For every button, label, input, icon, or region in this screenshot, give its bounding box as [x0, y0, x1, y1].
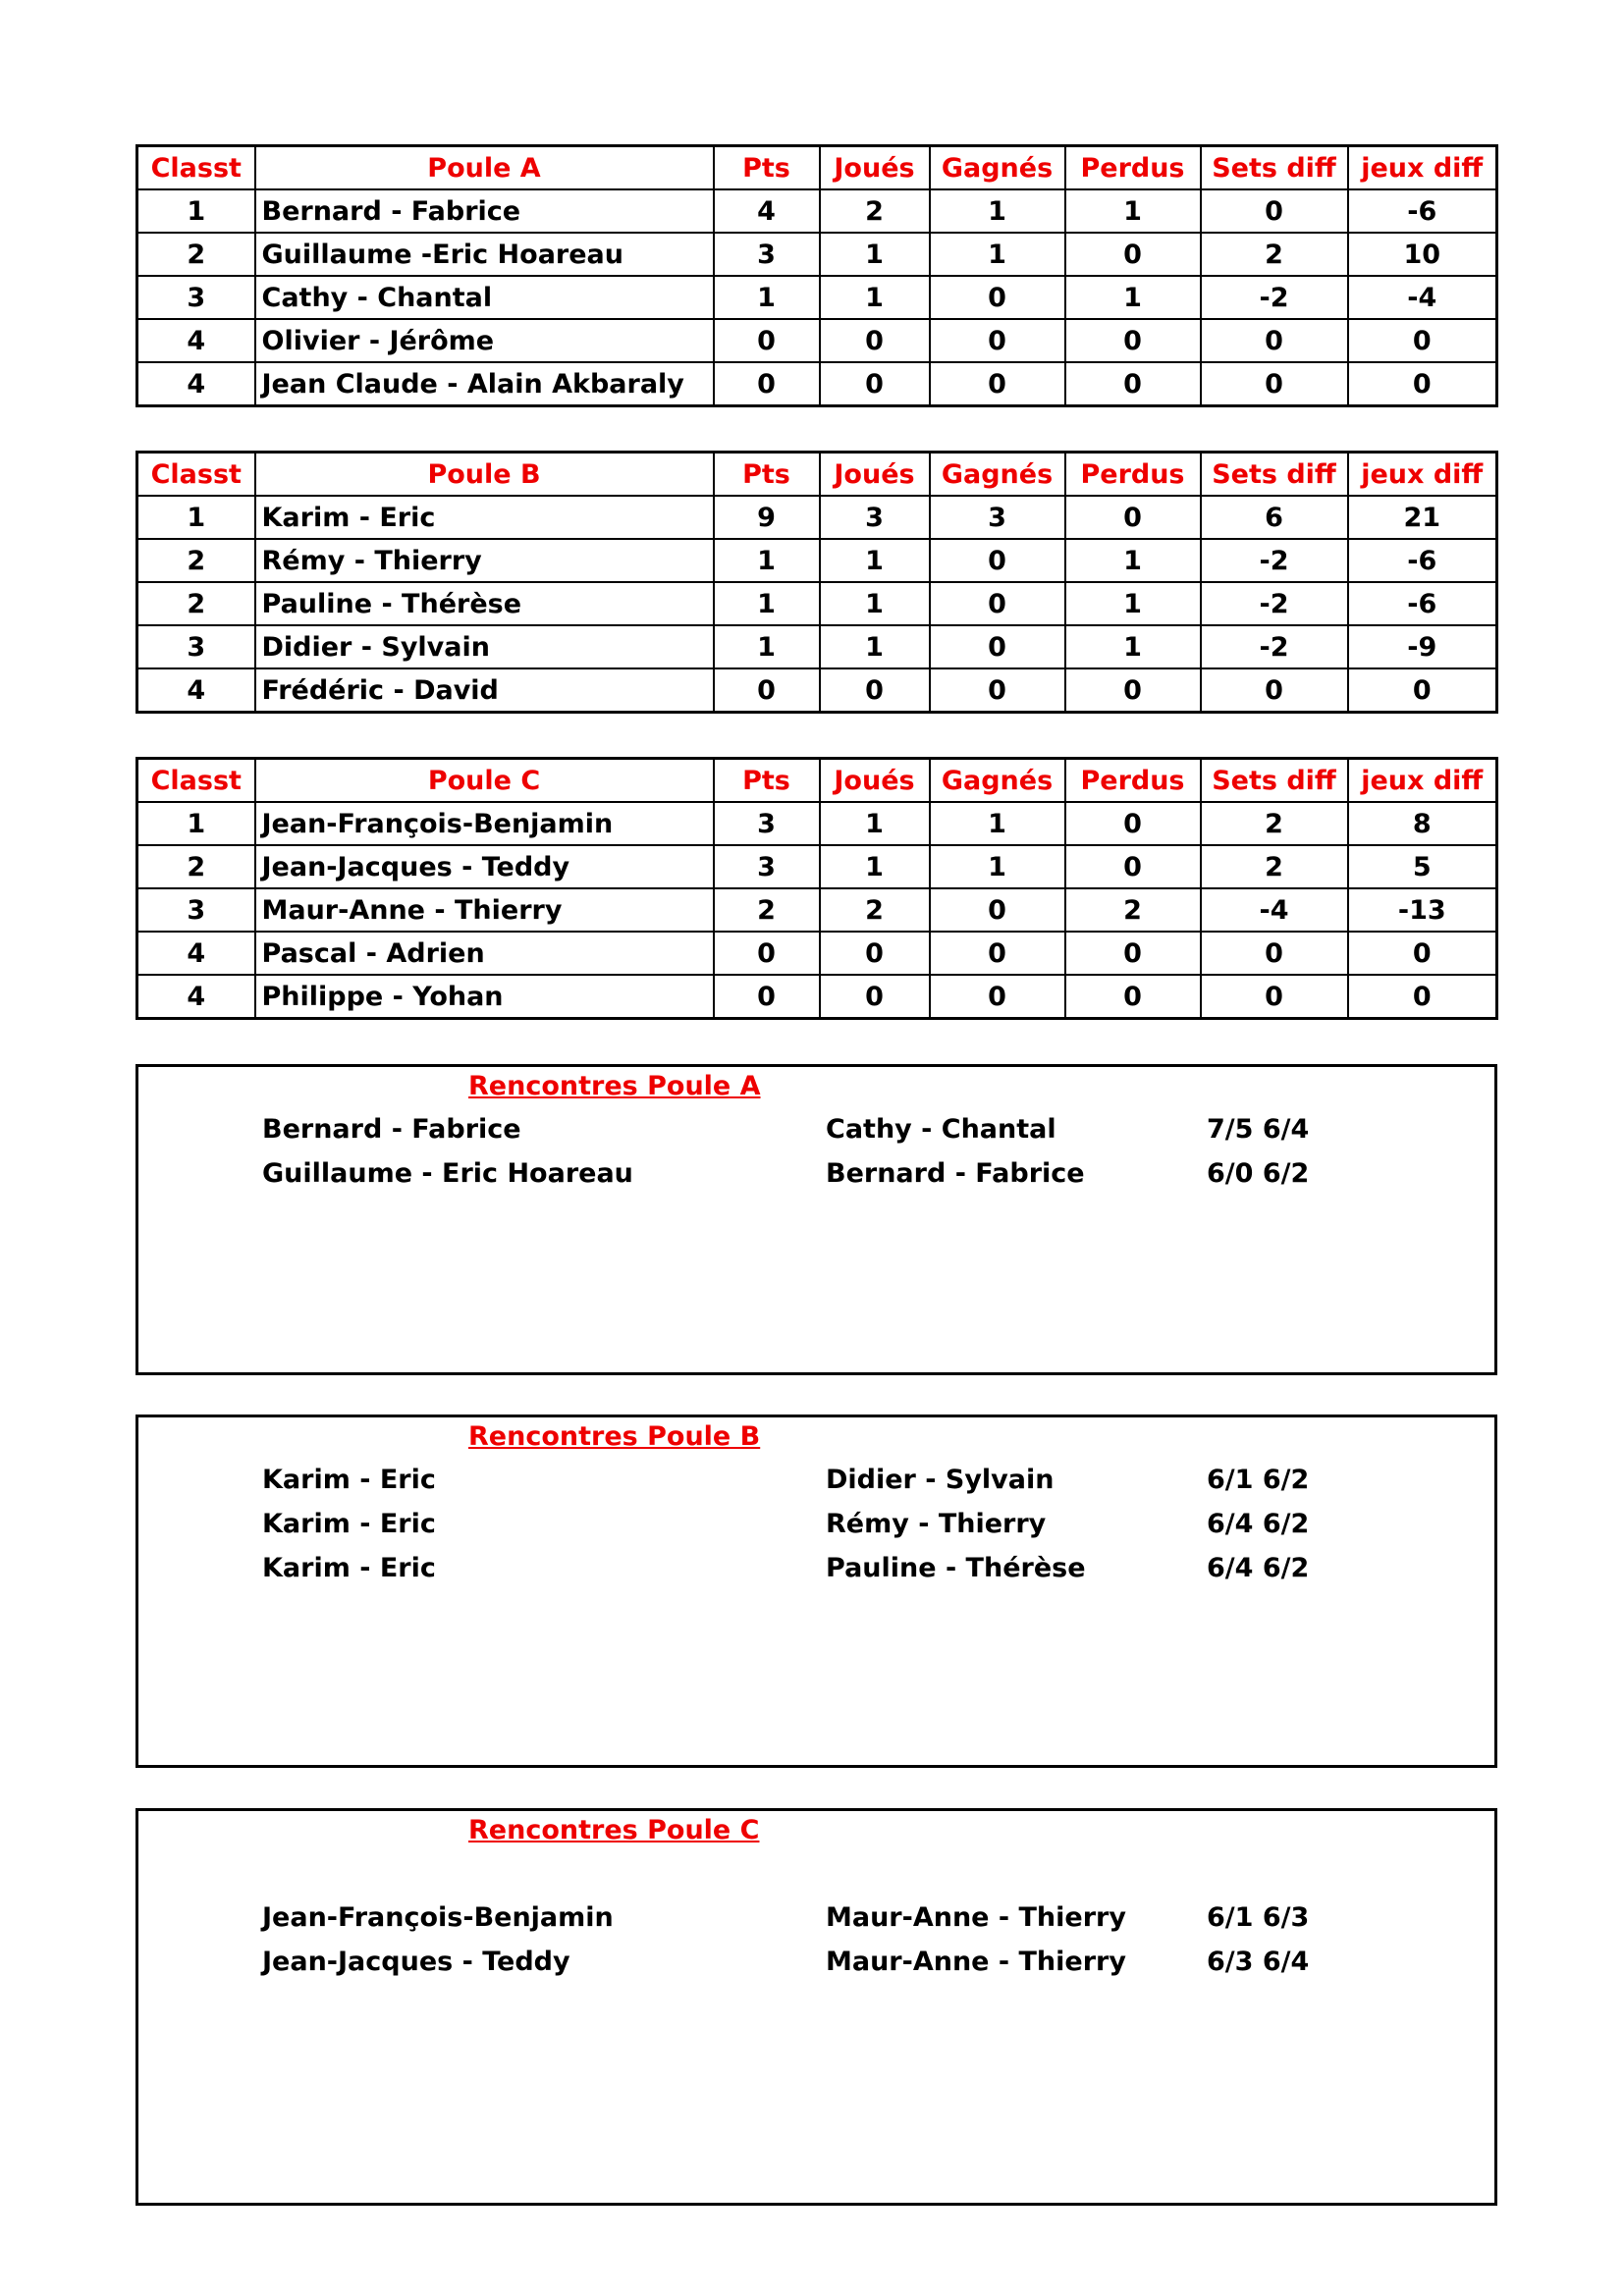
lost-cell: 0	[1065, 845, 1201, 888]
team-name-cell: Maur-Anne - Thierry	[255, 888, 714, 932]
games-diff-cell: -9	[1348, 625, 1497, 668]
header-perdus: Perdus	[1065, 759, 1201, 803]
table-row	[137, 582, 1497, 625]
match-row	[138, 1509, 1494, 1552]
played-cell: 1	[820, 233, 930, 276]
games-diff-cell: 8	[1348, 802, 1497, 845]
header-joues: Joués	[820, 759, 930, 803]
header-gagnes: Gagnés	[930, 453, 1065, 497]
points-cell: 3	[714, 845, 820, 888]
won-cell: 1	[930, 802, 1065, 845]
table-header-row	[137, 453, 1497, 497]
standings-table-poule-b	[135, 451, 1498, 714]
match-row	[138, 1947, 1494, 1990]
rank-cell: 4	[137, 319, 255, 362]
table-row	[137, 668, 1497, 713]
rencontres-title: Rencontres Poule B	[468, 1421, 761, 1452]
match-row	[138, 1902, 1494, 1946]
points-cell: 0	[714, 319, 820, 362]
won-cell: 0	[930, 975, 1065, 1019]
points-cell: 1	[714, 625, 820, 668]
played-cell: 2	[820, 888, 930, 932]
table-header-row	[137, 759, 1497, 803]
header-sets-diff: Sets diff	[1201, 146, 1348, 190]
points-cell: 2	[714, 888, 820, 932]
won-cell: 3	[930, 496, 1065, 539]
header-gagnes: Gagnés	[930, 759, 1065, 803]
lost-cell: 0	[1065, 932, 1201, 975]
team-1: Jean-Jacques - Teddy	[262, 1947, 570, 1977]
team-name-cell: Jean-François-Benjamin	[255, 802, 714, 845]
points-cell: 1	[714, 539, 820, 582]
header-jeux-diff: jeux diff	[1348, 453, 1497, 497]
table-row	[137, 975, 1497, 1019]
games-diff-cell: -4	[1348, 276, 1497, 319]
sets-diff-cell: 2	[1201, 233, 1348, 276]
table-row	[137, 189, 1497, 233]
match-score: 6/1 6/2	[1207, 1465, 1310, 1495]
rencontres-title: Rencontres Poule C	[468, 1815, 760, 1845]
header-classt: Classt	[137, 146, 255, 190]
played-cell: 0	[820, 319, 930, 362]
team-1: Jean-François-Benjamin	[262, 1902, 614, 1933]
played-cell: 3	[820, 496, 930, 539]
lost-cell: 1	[1065, 582, 1201, 625]
header-poule-title: Poule A	[255, 146, 714, 190]
sets-diff-cell: 2	[1201, 802, 1348, 845]
rencontres-box-poule-b	[135, 1415, 1497, 1768]
match-row	[138, 1114, 1494, 1157]
team-2: Bernard - Fabrice	[826, 1158, 1085, 1189]
lost-cell: 0	[1065, 496, 1201, 539]
rank-cell: 4	[137, 362, 255, 406]
team-name-cell: Didier - Sylvain	[255, 625, 714, 668]
won-cell: 0	[930, 582, 1065, 625]
rencontres-box-poule-c	[135, 1808, 1497, 2206]
standings-table-poule-a	[135, 144, 1498, 407]
played-cell: 2	[820, 189, 930, 233]
sets-diff-cell: -4	[1201, 888, 1348, 932]
team-2: Pauline - Thérèse	[826, 1553, 1086, 1583]
rank-cell: 4	[137, 975, 255, 1019]
sets-diff-cell: 0	[1201, 362, 1348, 406]
team-2: Maur-Anne - Thierry	[826, 1947, 1126, 1977]
team-name-cell: Pascal - Adrien	[255, 932, 714, 975]
header-gagnes: Gagnés	[930, 146, 1065, 190]
won-cell: 0	[930, 319, 1065, 362]
match-score: 6/0 6/2	[1207, 1158, 1310, 1189]
games-diff-cell: 0	[1348, 668, 1497, 713]
header-pts: Pts	[714, 146, 820, 190]
sets-diff-cell: 0	[1201, 189, 1348, 233]
table-header-row	[137, 146, 1497, 190]
played-cell: 1	[820, 276, 930, 319]
match-row	[138, 1158, 1494, 1201]
team-1: Karim - Eric	[262, 1465, 436, 1495]
team-name-cell: Cathy - Chantal	[255, 276, 714, 319]
team-name-cell: Pauline - Thérèse	[255, 582, 714, 625]
points-cell: 1	[714, 582, 820, 625]
table-row	[137, 276, 1497, 319]
lost-cell: 1	[1065, 625, 1201, 668]
played-cell: 0	[820, 362, 930, 406]
played-cell: 1	[820, 802, 930, 845]
sets-diff-cell: -2	[1201, 276, 1348, 319]
rank-cell: 2	[137, 233, 255, 276]
rank-cell: 3	[137, 625, 255, 668]
team-name-cell: Olivier - Jérôme	[255, 319, 714, 362]
rank-cell: 1	[137, 189, 255, 233]
points-cell: 0	[714, 975, 820, 1019]
match-score: 6/1 6/3	[1207, 1902, 1310, 1933]
rank-cell: 2	[137, 582, 255, 625]
team-1: Karim - Eric	[262, 1553, 436, 1583]
lost-cell: 1	[1065, 189, 1201, 233]
sets-diff-cell: -2	[1201, 539, 1348, 582]
games-diff-cell: -6	[1348, 582, 1497, 625]
sets-diff-cell: 0	[1201, 319, 1348, 362]
header-sets-diff: Sets diff	[1201, 759, 1348, 803]
won-cell: 1	[930, 845, 1065, 888]
played-cell: 1	[820, 845, 930, 888]
games-diff-cell: 21	[1348, 496, 1497, 539]
rank-cell: 3	[137, 888, 255, 932]
rank-cell: 3	[137, 276, 255, 319]
team-1: Guillaume - Eric Hoareau	[262, 1158, 633, 1189]
games-diff-cell: -6	[1348, 189, 1497, 233]
played-cell: 0	[820, 668, 930, 713]
lost-cell: 0	[1065, 668, 1201, 713]
team-name-cell: Bernard - Fabrice	[255, 189, 714, 233]
header-joues: Joués	[820, 453, 930, 497]
table-row	[137, 932, 1497, 975]
won-cell: 0	[930, 668, 1065, 713]
games-diff-cell: -13	[1348, 888, 1497, 932]
games-diff-cell: 0	[1348, 932, 1497, 975]
match-score: 6/4 6/2	[1207, 1553, 1310, 1583]
rencontres-title: Rencontres Poule A	[468, 1071, 761, 1101]
rank-cell: 2	[137, 845, 255, 888]
table-row	[137, 319, 1497, 362]
rank-cell: 1	[137, 802, 255, 845]
lost-cell: 0	[1065, 802, 1201, 845]
header-classt: Classt	[137, 453, 255, 497]
team-2: Rémy - Thierry	[826, 1509, 1047, 1539]
rank-cell: 1	[137, 496, 255, 539]
team-2: Didier - Sylvain	[826, 1465, 1055, 1495]
played-cell: 1	[820, 625, 930, 668]
team-name-cell: Jean Claude - Alain Akbaraly	[255, 362, 714, 406]
standings-table-poule-c	[135, 757, 1498, 1020]
sets-diff-cell: -2	[1201, 582, 1348, 625]
played-cell: 0	[820, 975, 930, 1019]
table-row	[137, 802, 1497, 845]
header-poule-title: Poule C	[255, 759, 714, 803]
lost-cell: 0	[1065, 975, 1201, 1019]
games-diff-cell: 10	[1348, 233, 1497, 276]
table-row	[137, 625, 1497, 668]
table-row	[137, 845, 1497, 888]
team-name-cell: Jean-Jacques - Teddy	[255, 845, 714, 888]
won-cell: 0	[930, 625, 1065, 668]
table-row	[137, 888, 1497, 932]
points-cell: 0	[714, 362, 820, 406]
team-1: Bernard - Fabrice	[262, 1114, 521, 1145]
lost-cell: 0	[1065, 233, 1201, 276]
header-poule-title: Poule B	[255, 453, 714, 497]
games-diff-cell: -6	[1348, 539, 1497, 582]
played-cell: 0	[820, 932, 930, 975]
won-cell: 0	[930, 932, 1065, 975]
points-cell: 9	[714, 496, 820, 539]
sets-diff-cell: 0	[1201, 975, 1348, 1019]
team-name-cell: Karim - Eric	[255, 496, 714, 539]
header-classt: Classt	[137, 759, 255, 803]
team-name-cell: Frédéric - David	[255, 668, 714, 713]
games-diff-cell: 5	[1348, 845, 1497, 888]
header-jeux-diff: jeux diff	[1348, 759, 1497, 803]
points-cell: 3	[714, 233, 820, 276]
rencontres-box-poule-a	[135, 1064, 1497, 1375]
lost-cell: 1	[1065, 539, 1201, 582]
header-pts: Pts	[714, 759, 820, 803]
points-cell: 0	[714, 668, 820, 713]
match-score: 7/5 6/4	[1207, 1114, 1310, 1145]
table-row	[137, 496, 1497, 539]
won-cell: 1	[930, 189, 1065, 233]
team-name-cell: Guillaume -Eric Hoareau	[255, 233, 714, 276]
rank-cell: 4	[137, 668, 255, 713]
sets-diff-cell: 0	[1201, 932, 1348, 975]
team-name-cell: Philippe - Yohan	[255, 975, 714, 1019]
won-cell: 0	[930, 539, 1065, 582]
lost-cell: 2	[1065, 888, 1201, 932]
won-cell: 0	[930, 276, 1065, 319]
team-2: Maur-Anne - Thierry	[826, 1902, 1126, 1933]
games-diff-cell: 0	[1348, 975, 1497, 1019]
header-jeux-diff: jeux diff	[1348, 146, 1497, 190]
match-score: 6/4 6/2	[1207, 1509, 1310, 1539]
won-cell: 0	[930, 888, 1065, 932]
sets-diff-cell: 6	[1201, 496, 1348, 539]
header-pts: Pts	[714, 453, 820, 497]
played-cell: 1	[820, 582, 930, 625]
sets-diff-cell: 2	[1201, 845, 1348, 888]
match-score: 6/3 6/4	[1207, 1947, 1310, 1977]
points-cell: 4	[714, 189, 820, 233]
games-diff-cell: 0	[1348, 319, 1497, 362]
team-name-cell: Rémy - Thierry	[255, 539, 714, 582]
sets-diff-cell: -2	[1201, 625, 1348, 668]
sets-diff-cell: 0	[1201, 668, 1348, 713]
won-cell: 1	[930, 233, 1065, 276]
table-row	[137, 362, 1497, 406]
points-cell: 1	[714, 276, 820, 319]
table-row	[137, 233, 1497, 276]
lost-cell: 0	[1065, 319, 1201, 362]
match-row	[138, 1553, 1494, 1596]
header-perdus: Perdus	[1065, 453, 1201, 497]
match-row	[138, 1465, 1494, 1508]
played-cell: 1	[820, 539, 930, 582]
header-sets-diff: Sets diff	[1201, 453, 1348, 497]
lost-cell: 0	[1065, 362, 1201, 406]
table-row	[137, 539, 1497, 582]
won-cell: 0	[930, 362, 1065, 406]
rank-cell: 2	[137, 539, 255, 582]
rank-cell: 4	[137, 932, 255, 975]
team-2: Cathy - Chantal	[826, 1114, 1056, 1145]
lost-cell: 1	[1065, 276, 1201, 319]
header-joues: Joués	[820, 146, 930, 190]
games-diff-cell: 0	[1348, 362, 1497, 406]
team-1: Karim - Eric	[262, 1509, 436, 1539]
points-cell: 3	[714, 802, 820, 845]
points-cell: 0	[714, 932, 820, 975]
header-perdus: Perdus	[1065, 146, 1201, 190]
